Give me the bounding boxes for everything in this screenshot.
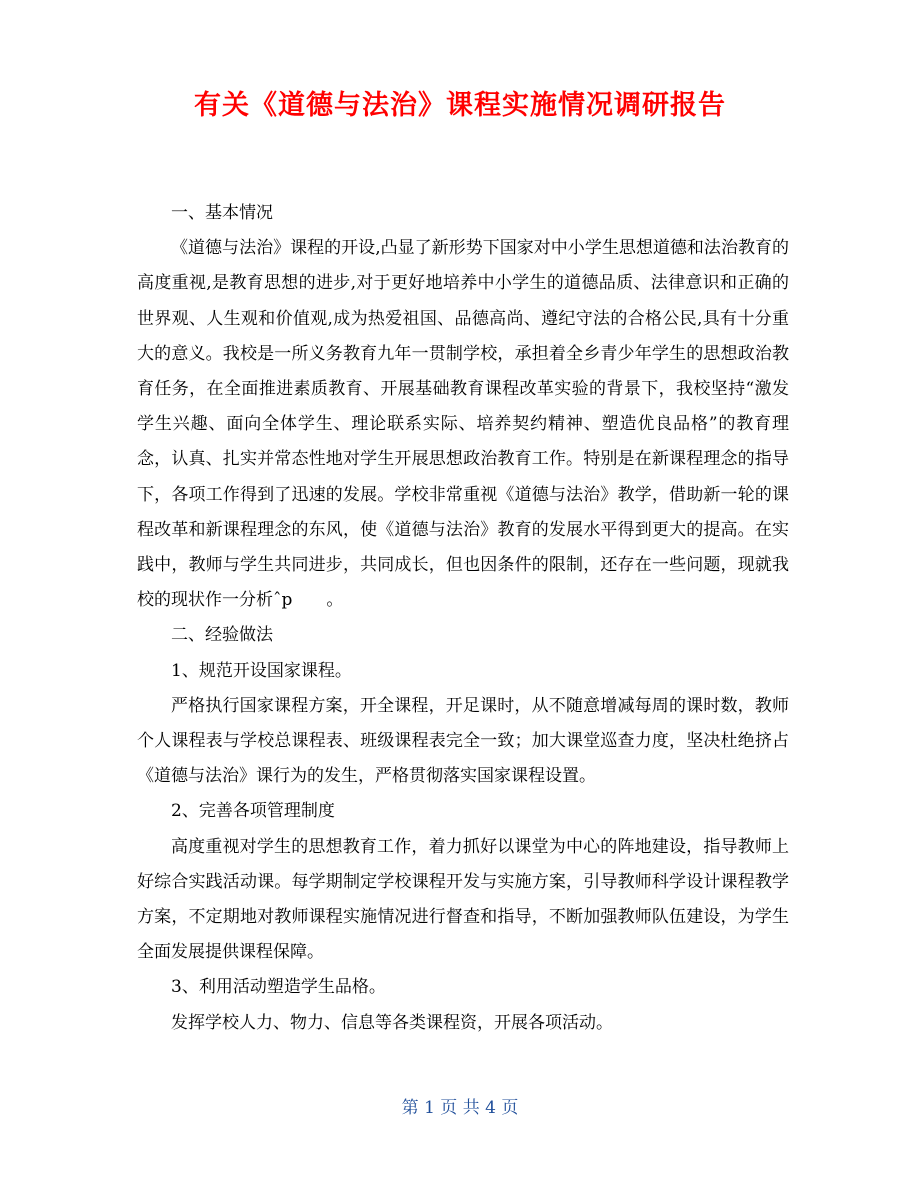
document-title: 有关《道德与法治》课程实施情况调研报告 [194, 90, 726, 121]
paragraph-national-courses: 严格执行国家课程方案，开全课程，开足课时，从不随意增减每周的课时数，教师个人课程表与学校总课程表、班级课程表完全一致；加大课堂巡查力度，坚决杜绝挤占《道德与法治》课行为的发生，严格贯彻落实国家课程设置。 [137, 695, 789, 787]
subheading-national-courses: 1、规范开设国家课程。 [171, 660, 352, 681]
paragraph-management-system: 高度重视对学生的思想教育工作，着力抓好以课堂为中心的阵地建设，指导教师上好综合实践活动课。每学期制定学校课程开发与实施方案，引导教师科学设计课程教学方案，不定期地对教师课程实施情况进行督查和指导，不断加强教师队伍建设，为学生全面发展提供课程保障。 [137, 836, 789, 963]
section-heading-basic-situation: 一、基本情况 [171, 203, 273, 223]
paragraph-basic-situation: 《道德与法治》课程的开设,凸显了新形势下国家对中小学生思想道德和法治教育的高度重视,是教育思想的进步,对于更好地培养中小学生的道德品质、法律意识和正确的世界观、人生观和价值观,成为热爱祖国、品德高尚、遵纪守法的合格公民,具有十分重大的意义。我校是一所义务教育九年一贯制学校，承担着全乡青少年学生的思想政治教育任务，在全面推进素质教育、开展基础教育课程改革实验的背景下，我校坚持“激发学生兴趣、面向全体学生、理论联系实际、培养契约精神、塑造优良品格”的教育理念，认真、扎实并常态性地对学生开展思想政治教育工作。特别是在新课程理念的指导下，各项工作得到了迅速的发展。学校非常重视《道德与法治》教学，借助新一轮的课程改革和新课程理念的东风，使《道德与法治》教育的发展水平得到更大的提高。在实践中，教师与学生共同进步，共同成长，但也因条件的限制，还存在一些问题，现就我校的现状作一分析ˆp 。 [137, 238, 789, 611]
document-body [137, 196, 789, 1041]
page-footer: 第 1 页 共 4 页 [401, 1098, 519, 1118]
subheading-management-system: 2、完善各项管理制度 [171, 801, 335, 822]
paragraph-activities: 发挥学校人力、物力、信息等各类课程资，开展各项活动。 [171, 1012, 613, 1033]
section-heading-experience: 二、经验做法 [171, 625, 273, 646]
subheading-activities: 3、利用活动塑造学生品格。 [171, 977, 386, 998]
